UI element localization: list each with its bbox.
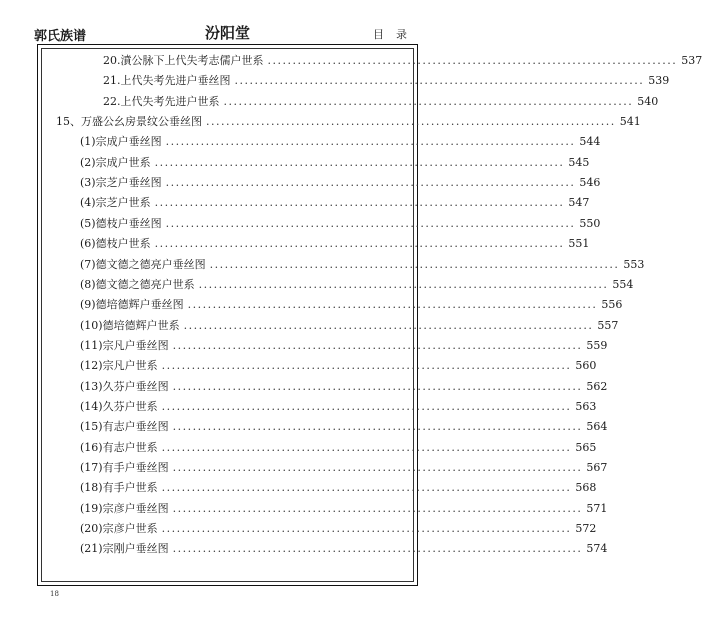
toc-entry-label: (8)德文德之德亮户世系 (80, 277, 195, 291)
toc-entry-label: (19)宗彦户垂丝图 (80, 501, 169, 515)
toc-entry-label: (1)宗成户垂丝图 (80, 135, 162, 149)
toc-entry-page: 537 (681, 54, 702, 67)
toc-entry-label: 15、万盛公幺房景纹公垂丝图 (56, 115, 202, 129)
toc-entry-label: (4)宗芝户世系 (80, 196, 151, 210)
toc-entry[interactable] (80, 193, 590, 213)
toc-entry-page: 547 (568, 196, 590, 210)
toc-entry[interactable] (80, 275, 634, 295)
toc-entry[interactable] (56, 112, 641, 132)
toc-entry[interactable] (80, 356, 597, 376)
toc-leader-dots: .................................................................................. (154, 237, 565, 251)
toc-entry[interactable] (80, 478, 597, 498)
toc-entry[interactable] (80, 132, 601, 152)
toc-entry-label: 20.濆公脉下上代失考志儒户世系 (103, 54, 264, 67)
toc-entry-label: (16)有志户世系 (80, 440, 158, 454)
toc-entry[interactable] (80, 295, 623, 315)
toc-leader-dots: .................................................................................. (172, 542, 583, 556)
toc-entry-page: 541 (619, 115, 641, 129)
toc-leader-dots: .................................................................................. (165, 216, 576, 230)
toc-entry-page: 572 (575, 522, 597, 536)
toc-leader-dots: .................................................................................. (154, 155, 565, 169)
toc-entry-page: 564 (586, 420, 608, 434)
toc-leader-dots: .................................................................................. (161, 359, 572, 373)
toc-entry-page: 553 (623, 257, 645, 271)
toc-entry-page: 559 (586, 338, 608, 352)
toc-entry-label: (5)德枝户垂丝图 (80, 216, 162, 230)
toc-entry-page: 567 (586, 461, 608, 474)
toc-leader-dots: .................................................................................. (206, 115, 616, 129)
section-title: 目录 (373, 28, 419, 41)
toc-leader-dots: .................................................................................. (165, 135, 576, 149)
toc-entry-page: 563 (575, 399, 597, 413)
toc-leader-dots: .................................................................................. (161, 481, 572, 495)
toc-entry-page: 556 (601, 298, 623, 312)
toc-entry-page: 539 (648, 74, 670, 88)
toc-leader-dots: .................................................................................. (165, 176, 576, 190)
toc-entry-label: (6)德枝户世系 (80, 237, 151, 251)
toc-entry[interactable] (103, 71, 670, 91)
toc-leader-dots: .................................................................................. (161, 440, 572, 454)
toc-leader-dots: .................................................................................. (234, 74, 645, 88)
toc-entry-page: 574 (586, 542, 608, 556)
toc-leader-dots: .................................................................................. (183, 318, 594, 332)
hall-name: 汾阳堂 (204, 24, 250, 42)
toc-entry-page: 550 (579, 216, 601, 230)
toc-leader-dots: .................................................................................. (223, 94, 634, 108)
toc-entry-page: 560 (575, 359, 597, 373)
toc-entry[interactable] (80, 519, 597, 539)
toc-leader-dots: .................................................................................. (172, 461, 583, 474)
toc-entry-page: 540 (637, 94, 659, 108)
toc-leader-dots: .................................................................................. (209, 257, 620, 271)
toc-entry-page: 545 (568, 155, 590, 169)
toc-leader-dots: .................................................................................. (267, 54, 678, 67)
toc-entry-label: (20)宗彦户世系 (80, 522, 158, 536)
toc-entry-label: (2)宗成户世系 (80, 155, 151, 169)
toc-entry[interactable] (80, 234, 590, 254)
toc-entry-page: 568 (575, 481, 597, 495)
toc-entry-page: 544 (579, 135, 601, 149)
toc-entry-label: (10)德培德辉户世系 (80, 318, 180, 332)
toc-entry-page: 546 (579, 176, 601, 190)
page-number: 18 (50, 590, 59, 598)
toc-entry[interactable] (80, 316, 619, 336)
toc-leader-dots: .................................................................................. (154, 196, 565, 210)
toc-entry-page: 571 (586, 501, 608, 515)
toc-entry[interactable] (103, 92, 659, 112)
toc-entry-label: 21.上代失考先进户垂丝图 (103, 74, 231, 88)
toc-entry-page: 565 (575, 440, 597, 454)
toc-entry-page: 557 (597, 318, 619, 332)
toc-entry-label: (14)久芬户世系 (80, 399, 158, 413)
toc-entry-page: 551 (568, 237, 590, 251)
toc-entry[interactable] (80, 255, 645, 275)
toc-entry[interactable] (80, 377, 608, 397)
toc-entry-page: 554 (612, 277, 634, 291)
toc-leader-dots: .................................................................................. (161, 522, 572, 536)
toc-entry-label: (3)宗芝户垂丝图 (80, 176, 162, 190)
toc-entry-label: (7)德文德之德亮户垂丝图 (80, 257, 206, 271)
toc-entry-label: (9)德培德辉户垂丝图 (80, 298, 184, 312)
toc-entry[interactable] (80, 153, 590, 173)
toc-entry[interactable] (80, 173, 601, 193)
toc-entry-page: 562 (586, 379, 608, 393)
page-header (0, 0, 455, 48)
toc-entry-label: (17)有手户垂丝图 (80, 461, 169, 474)
toc-leader-dots: .................................................................................. (161, 399, 572, 413)
toc-entry-label: (13)久芬户垂丝图 (80, 379, 169, 393)
toc-entry-label: (15)有志户垂丝图 (80, 420, 169, 434)
toc-leader-dots: .................................................................................. (187, 298, 598, 312)
toc-leader-dots: .................................................................................. (172, 379, 583, 393)
toc-entry[interactable] (80, 397, 597, 417)
toc-entry[interactable] (80, 458, 608, 478)
toc-entry[interactable] (103, 51, 702, 71)
toc-entry[interactable] (80, 438, 597, 458)
toc-entry[interactable] (80, 417, 608, 437)
toc-entry[interactable] (80, 336, 608, 356)
toc-leader-dots: .................................................................................. (172, 420, 583, 434)
toc-entry[interactable] (80, 499, 608, 519)
toc-entry[interactable] (80, 539, 608, 559)
toc-entry-label: (21)宗刚户垂丝图 (80, 542, 169, 556)
toc-leader-dots: .................................................................................. (172, 338, 583, 352)
toc-entry-label: 22.上代失考先进户世系 (103, 94, 220, 108)
toc-leader-dots: .................................................................................. (172, 501, 583, 515)
toc-leader-dots: .................................................................................. (198, 277, 609, 291)
toc-entry-label: (18)有手户世系 (80, 481, 158, 495)
toc-entry-label: (11)宗凡户垂丝图 (80, 338, 169, 352)
book-title: 郭氏族谱 (34, 29, 87, 44)
toc-entry[interactable] (80, 214, 601, 234)
toc-entry-label: (12)宗凡户世系 (80, 359, 158, 373)
